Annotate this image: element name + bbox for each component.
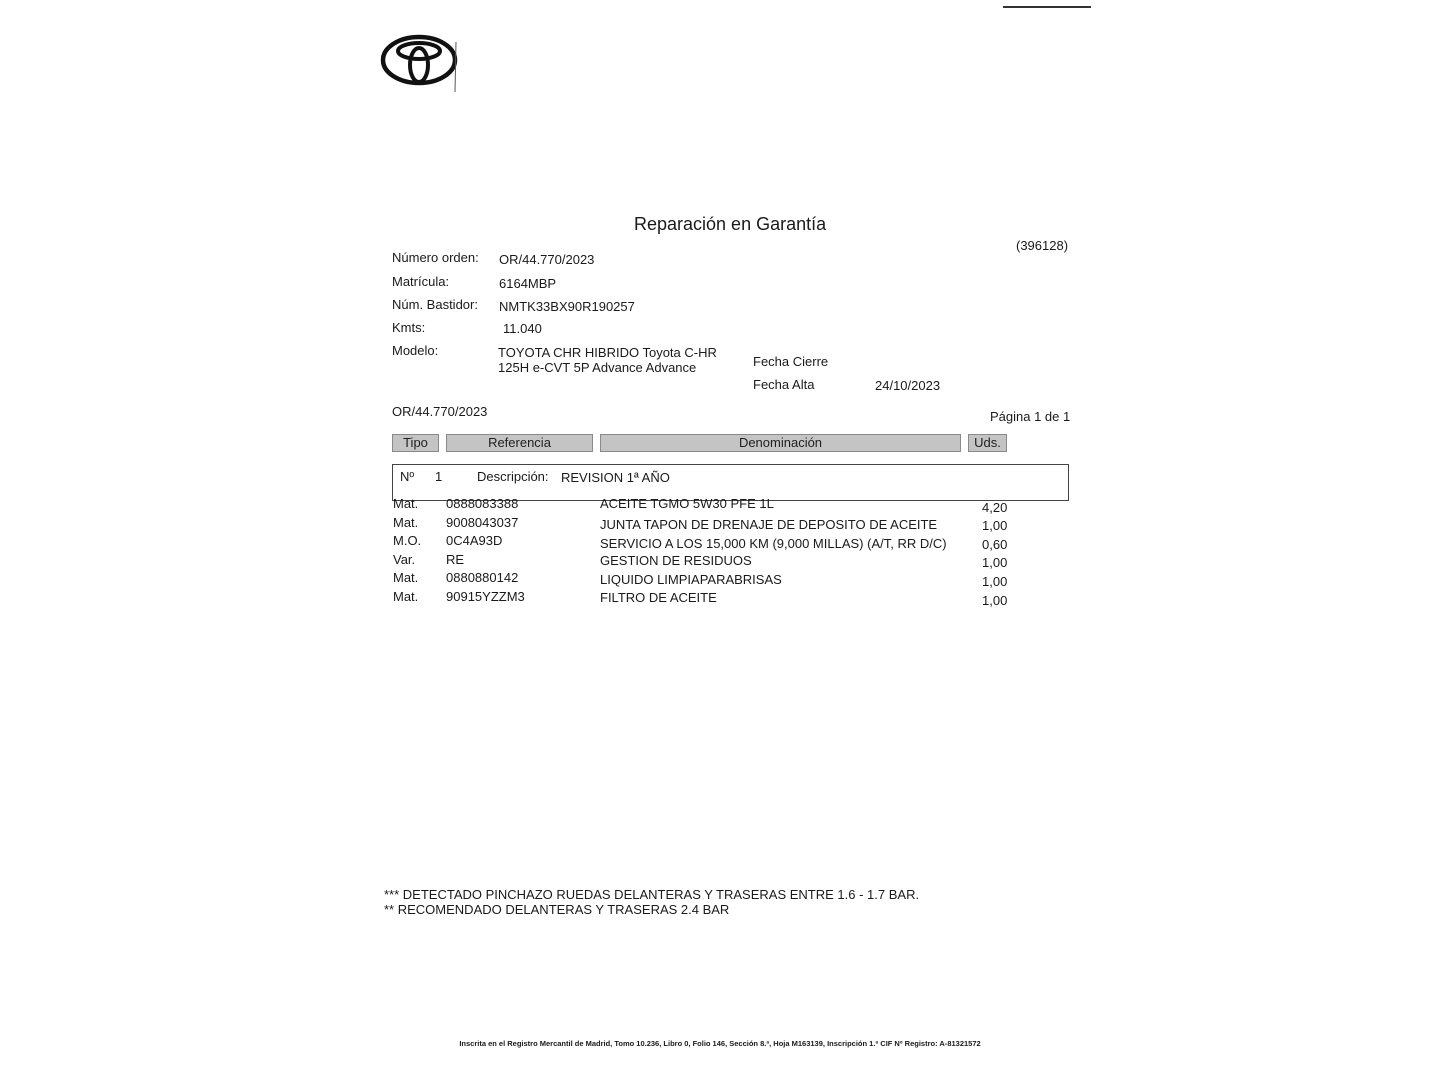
row-uds: 1,00 bbox=[982, 593, 1008, 608]
model-label: Modelo: bbox=[392, 343, 439, 358]
row-referencia: 90915YZZM3 bbox=[446, 589, 525, 604]
row-referencia: 0C4A93D bbox=[446, 533, 503, 548]
order-number-label: Número orden: bbox=[392, 250, 479, 265]
row-referencia: RE bbox=[446, 552, 465, 567]
row-uds: 1,00 bbox=[982, 574, 1008, 589]
table-row bbox=[0, 570, 1440, 588]
row-referencia: 0880880142 bbox=[446, 570, 519, 585]
vin-value: NMTK33BX90R190257 bbox=[499, 299, 635, 314]
close-date-label: Fecha Cierre bbox=[753, 354, 829, 369]
page-indicator: Página 1 de 1 bbox=[990, 409, 1071, 424]
row-tipo: Mat. bbox=[393, 570, 419, 585]
plate-label: Matrícula: bbox=[392, 274, 450, 289]
open-date-value: 24/10/2023 bbox=[875, 378, 941, 393]
document-title: Reparación en Garantía bbox=[634, 214, 827, 234]
model-line-2: 125H e-CVT 5P Advance Advance bbox=[498, 360, 697, 375]
toyota-logo-icon bbox=[380, 32, 462, 94]
table-row bbox=[0, 515, 1440, 533]
order-number-value: OR/44.770/2023 bbox=[499, 252, 595, 267]
table-row bbox=[0, 552, 1440, 570]
row-tipo: Mat. bbox=[393, 515, 419, 530]
order-number-repeat: OR/44.770/2023 bbox=[392, 404, 488, 419]
notes-block bbox=[384, 887, 919, 917]
row-denominacion: SERVICIO A LOS 15,000 KM (9,000 MILLAS) (A/T, RR D/C) bbox=[600, 536, 947, 551]
column-header-tipo: Tipo bbox=[392, 434, 439, 452]
table-row bbox=[0, 496, 1440, 514]
group-number-label: Nº bbox=[400, 469, 415, 484]
vin-label: Núm. Bastidor: bbox=[392, 297, 478, 312]
model-line-1: TOYOTA CHR HIBRIDO Toyota C-HR bbox=[498, 345, 717, 360]
group-description-label: Descripción: bbox=[477, 469, 549, 484]
row-denominacion: LIQUIDO LIMPIAPARABRISAS bbox=[600, 572, 782, 587]
group-number-value: 1 bbox=[435, 469, 443, 484]
table-row bbox=[0, 533, 1440, 551]
row-tipo: M.O. bbox=[393, 533, 422, 548]
row-tipo: Var. bbox=[393, 552, 416, 567]
scan-edge-line bbox=[1003, 6, 1091, 8]
row-uds: 4,20 bbox=[982, 500, 1008, 515]
row-referencia: 0888083388 bbox=[446, 496, 519, 511]
legal-footer: Inscrita en el Registro Mercantil de Madrid, Tomo 10.236, Libro 0, Folio 146, Sección 8.ª, Hoja M163139, Inscripción 1.ª CIF Nº Registro: A-81321572 bbox=[459, 1039, 981, 1048]
reference-code: (396128) bbox=[1016, 238, 1069, 253]
mileage-value: 11.040 bbox=[503, 321, 542, 336]
row-uds: 0,60 bbox=[982, 537, 1008, 552]
row-denominacion: FILTRO DE ACEITE bbox=[600, 590, 717, 605]
row-tipo: Mat. bbox=[393, 589, 419, 604]
row-uds: 1,00 bbox=[982, 518, 1008, 533]
row-denominacion: JUNTA TAPON DE DRENAJE DE DEPOSITO DE ACEITE bbox=[600, 517, 938, 532]
column-header-uds: Uds. bbox=[968, 434, 1007, 452]
row-tipo: Mat. bbox=[393, 496, 419, 511]
column-header-referencia: Referencia bbox=[446, 434, 593, 452]
mileage-label: Kmts: bbox=[392, 320, 426, 335]
row-denominacion: ACEITE TGMO 5W30 PFE 1L bbox=[600, 496, 774, 511]
table-row bbox=[0, 589, 1440, 607]
group-description-value: REVISION 1ª AÑO bbox=[561, 470, 670, 485]
row-uds: 1,00 bbox=[982, 555, 1008, 570]
open-date-label: Fecha Alta bbox=[753, 377, 815, 392]
row-denominacion: GESTION DE RESIDUOS bbox=[600, 553, 752, 568]
plate-value: 6164MBP bbox=[499, 276, 557, 291]
note-line-1: *** DETECTADO PINCHAZO RUEDAS DELANTERAS Y TRASERAS ENTRE 1.6 - 1.7 BAR. bbox=[384, 887, 920, 902]
row-referencia: 9008043037 bbox=[446, 515, 519, 530]
column-header-denominacion: Denominación bbox=[600, 434, 961, 452]
note-line-2: ** RECOMENDADO DELANTERAS Y TRASERAS 2.4 BAR bbox=[384, 902, 730, 917]
